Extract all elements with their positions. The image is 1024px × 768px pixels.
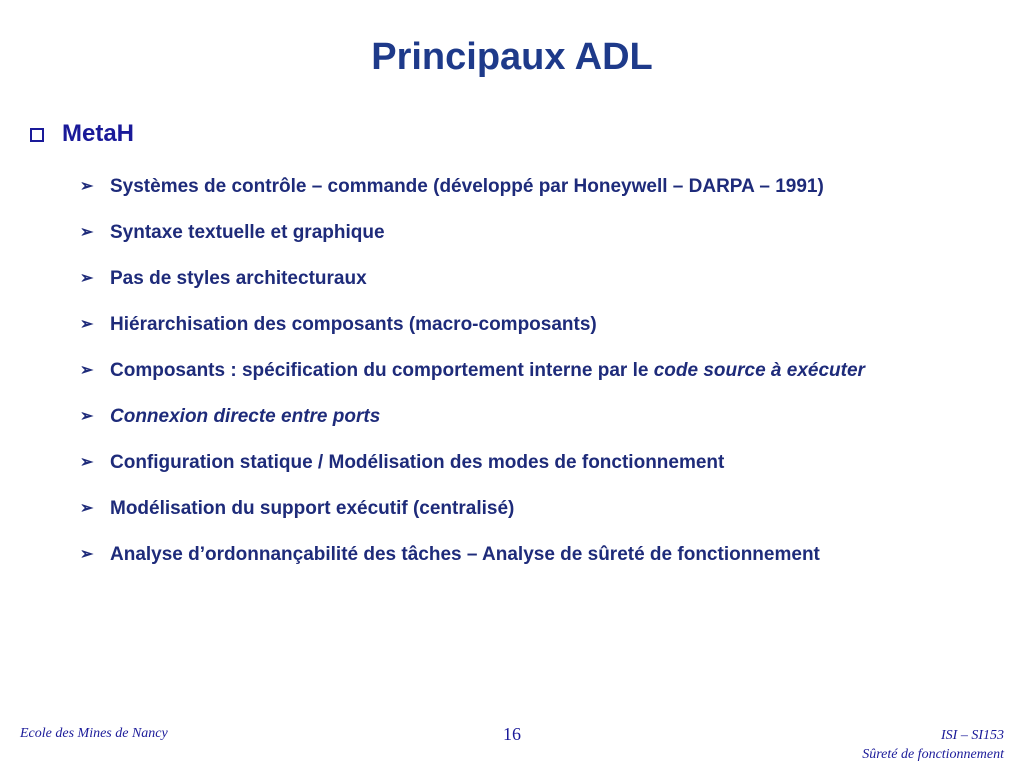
checkbox-icon: [30, 128, 44, 142]
arrow-icon: ➢: [80, 454, 94, 471]
list-item: [80, 306, 1000, 344]
bullet-text-emphasis: Connexion directe entre ports: [110, 406, 381, 427]
arrow-icon: ➢: [80, 546, 94, 563]
arrow-icon: ➢: [80, 316, 94, 333]
arrow-icon: ➢: [80, 362, 94, 379]
arrow-icon: ➢: [80, 500, 94, 517]
list-item: [80, 398, 1000, 436]
list-item: [80, 260, 1000, 298]
footer-course-code: ISI – SI153: [941, 728, 1004, 743]
section-heading: [30, 120, 134, 148]
bullet-text: Analyse d’ordonnançabilité des tâches – Analyse de sûreté de fonctionnement: [110, 544, 820, 565]
list-item: [80, 490, 1000, 528]
slide-title: Principaux ADL: [371, 36, 653, 78]
bullet-text: Syntaxe textuelle et graphique: [110, 222, 385, 243]
bullet-text-emphasis: code source à exécuter: [653, 360, 865, 381]
bullet-text: Pas de styles architecturaux: [110, 268, 367, 289]
list-item: [80, 536, 1000, 574]
arrow-icon: ➢: [80, 408, 94, 425]
list-item: [80, 214, 1000, 252]
arrow-icon: ➢: [80, 224, 94, 241]
arrow-icon: ➢: [80, 270, 94, 287]
bullet-text: Configuration statique / Modélisation des modes de fonctionnement: [110, 452, 725, 473]
bullet-text: Systèmes de contrôle – commande (développé par Honeywell – DARPA – 1991): [110, 176, 824, 197]
footer-course: [862, 726, 1004, 764]
bullet-text-plain: Composants : spécification du comportement interne par le: [110, 360, 654, 381]
list-item: [80, 444, 1000, 482]
section-title: MetaH: [62, 120, 135, 147]
bullet-text: Modélisation du support exécutif (centralisé): [110, 498, 515, 519]
bullet-list: [80, 168, 1000, 582]
page-number: 16: [503, 724, 521, 744]
bullet-text: [110, 352, 1000, 390]
footer-course-title: Sûreté de fonctionnement: [862, 747, 1004, 762]
bullet-text: Hiérarchisation des composants (macro-composants): [110, 314, 597, 335]
arrow-icon: ➢: [80, 178, 94, 195]
footer-school: Ecole des Mines de Nancy: [20, 726, 168, 741]
list-item: [80, 168, 1000, 206]
list-item: [80, 352, 1000, 390]
